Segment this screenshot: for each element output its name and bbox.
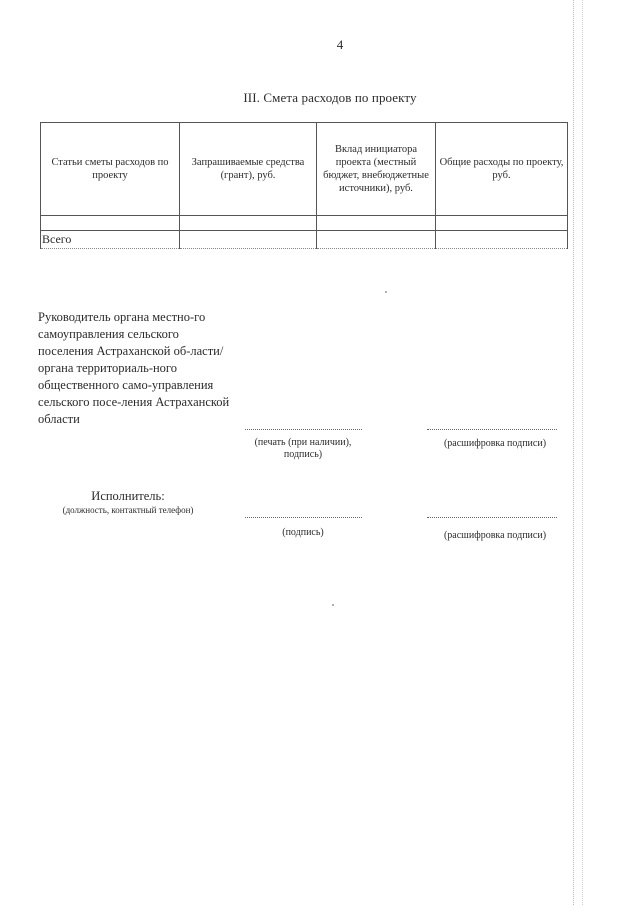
executor-decode-caption: (расшифровка подписи): [443, 530, 547, 541]
table-header-row: [41, 123, 568, 216]
executor-sign-caption: (подпись): [282, 527, 324, 538]
executor-hint: (должность, контактный телефон): [62, 505, 194, 515]
section-title: III. Смета расходов по проекту: [243, 90, 417, 105]
table-cell[interactable]: [436, 216, 568, 231]
total-expenses-cell[interactable]: [436, 231, 568, 249]
header-total-expenses: Общие расходы по проекту, руб.: [436, 123, 568, 216]
page-number: 4: [336, 37, 344, 52]
manager-decode-caption: (расшифровка подписи): [443, 438, 547, 449]
scan-speck: [332, 604, 334, 606]
table-row-empty: [41, 216, 568, 231]
page-edge: [573, 0, 640, 905]
manager-sign-caption: (печать (при наличии), подпись): [254, 437, 352, 460]
manager-signature-line[interactable]: [245, 429, 362, 430]
table-cell[interactable]: [317, 216, 436, 231]
total-contribution-cell[interactable]: [317, 231, 436, 249]
table-row-total: [41, 231, 568, 249]
table-cell[interactable]: [180, 216, 317, 231]
executor-signature-line[interactable]: [245, 517, 362, 518]
scan-speck: [385, 291, 387, 293]
total-label: Всего: [41, 231, 180, 249]
header-requested-grant: Запрашиваемые средства (грант), руб.: [180, 123, 317, 216]
executor-decode-line[interactable]: [427, 517, 557, 518]
manager-decode-line[interactable]: [427, 429, 557, 430]
header-initiator-contribution: Вклад инициатора проекта (местный бюджет, внебюджетные источники), руб.: [317, 123, 436, 216]
budget-table: [40, 122, 568, 249]
manager-label: Руководитель органа местно-го самоуправления сельского поселения Астраханской об-ласти/ органа территориаль-ного общественного само-управления сельского посе-ления Астраханской области: [38, 310, 230, 426]
header-expense-items: Статьи сметы расходов по проекту: [41, 123, 180, 216]
executor-label: Исполнитель:: [91, 489, 165, 503]
total-grant-cell[interactable]: [180, 231, 317, 249]
table-cell[interactable]: [41, 216, 180, 231]
